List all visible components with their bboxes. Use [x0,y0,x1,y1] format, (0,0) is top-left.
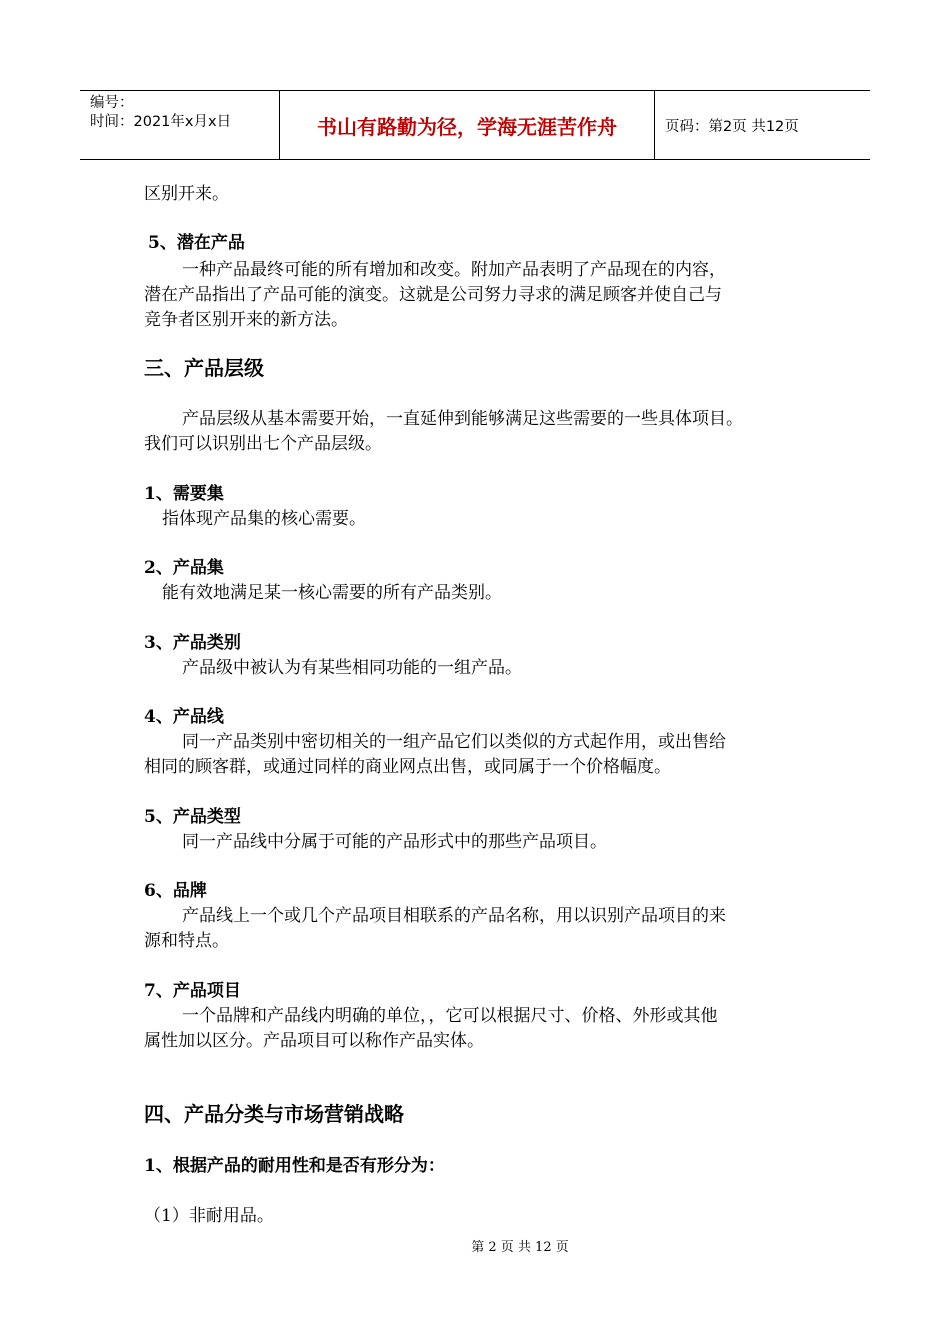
paragraph-line: 一种产品最终可能的所有增加和改变。附加产品表明了产品现在的内容， [182,260,726,280]
list-item: （1）非耐用品。 [144,1206,274,1226]
paragraph-line: 一个品牌和产品线内明确的单位，，它可以根据尺寸、价格、外形或其他 [182,1006,718,1026]
paragraph-line: 我们可以识别出七个产品层级。 [144,434,382,454]
section-heading: 6、品牌 [144,881,207,901]
paragraph-line: 相同的顾客群，或通过同样的商业网点出售，或同属于一个价格幅度。 [144,757,671,777]
paragraph-line: 产品线上一个或几个产品项目相联系的产品名称，用以识别产品项目的来 [182,906,726,926]
header-motto: 书山有路勤为径，学海无涯苦作舟 [280,91,655,159]
page-header [80,90,870,160]
section-heading: 7、产品项目 [144,981,241,1001]
header-page-label: 页码：第2页 共12页 [665,118,799,135]
section-heading: 2、产品集 [144,558,224,578]
section-heading: 4、产品线 [144,707,224,727]
paragraph-line: 属性加以区分。产品项目可以称作产品实体。 [144,1031,484,1051]
section-heading: 1、根据产品的耐用性和是否有形分为： [144,1156,445,1176]
paragraph-line: 产品层级从基本需要开始，一直延伸到能够满足这些需要的一些具体项目。 [182,409,743,429]
chapter-heading: 四、产品分类与市场营销战略 [144,1102,404,1126]
paragraph-line: 同一产品类别中密切相关的一组产品它们以类似的方式起作用，或出售给 [182,732,726,752]
paragraph-line: 同一产品线中分属于可能的产品形式中的那些产品项目。 [182,832,607,852]
chapter-heading: 三、产品层级 [144,356,264,380]
page-footer: 第 2 页 共 12 页 [471,1240,569,1255]
paragraph-line: 源和特点。 [144,931,229,951]
paragraph: 区别开来。 [144,184,229,204]
paragraph-line: 潜在产品指出了产品可能的演变。这就是公司努力寻求的满足顾客并使自己与 [144,285,722,305]
document-number-label: 编号： [90,95,134,111]
paragraph-line: 产品级中被认为有某些相同功能的一组产品。 [182,658,522,678]
document-time-label: 时间：2021年x月x日 [90,114,232,130]
paragraph-line: 指体现产品集的核心需要。 [162,509,366,529]
section-heading: 1、需要集 [144,484,224,504]
section-heading: 5、潜在产品 [148,233,245,253]
header-left-cell [80,91,280,159]
section-heading: 5、产品类型 [144,807,241,827]
section-heading: 3、产品类别 [144,633,241,653]
paragraph-line: 能有效地满足某一核心需要的所有产品类别。 [162,583,502,603]
paragraph-line: 竞争者区别开来的新方法。 [144,310,348,330]
